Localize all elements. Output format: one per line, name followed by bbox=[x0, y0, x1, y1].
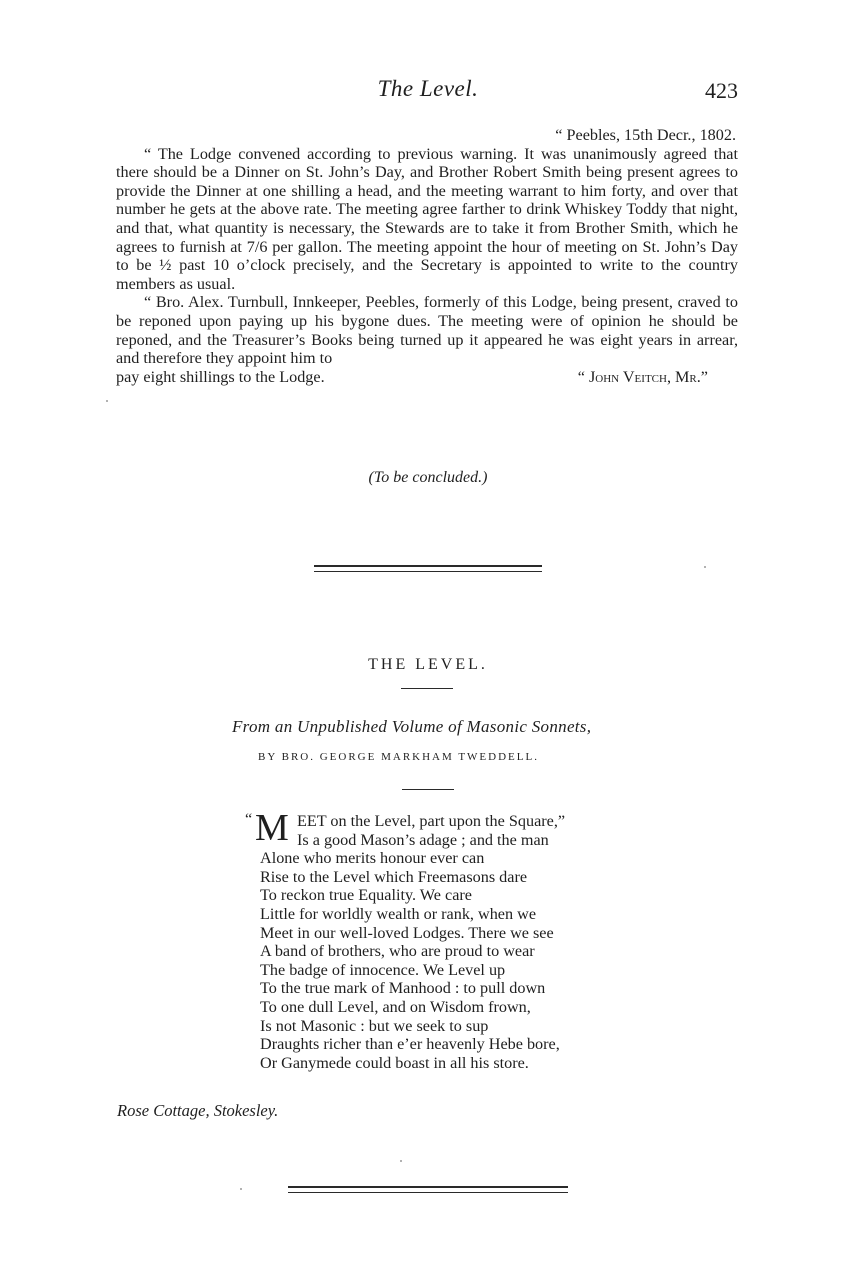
paper-speck bbox=[106, 400, 108, 402]
poem-title: THE LEVEL. bbox=[368, 656, 488, 673]
running-head bbox=[0, 76, 856, 108]
poem-line: The badge of innocence. We Level up bbox=[260, 960, 506, 979]
section-divider bbox=[314, 565, 542, 572]
poem-line: Rise to the Level which Freemasons dare bbox=[260, 867, 528, 886]
continuation-note: (To be concluded.) bbox=[368, 469, 488, 486]
author-rule bbox=[402, 789, 454, 790]
letter-closing-line bbox=[116, 368, 738, 387]
page-number: 423 bbox=[705, 78, 738, 103]
letter-paragraph-turnbull: “ Bro. Alex. Turnbull, Innkeeper, Peebles, formerly of this Lodge, being present, craved to be reponed upon paying up his bygone dues. The meeting were of opinion he should be reponed, and the Treasurer’s Books being turned up it appeared he was eight years in arrear, and therefore they appoint him to bbox=[116, 293, 738, 368]
letter-last-line: pay eight shillings to the Lodge. bbox=[116, 367, 325, 386]
poem-author: BY BRO. GEORGE MARKHAM TWEDDELL. bbox=[258, 751, 539, 763]
poem-line: Meet in our well-loved Lodges. There we see bbox=[260, 923, 554, 942]
poem-signoff: Rose Cottage, Stokesley. bbox=[117, 1101, 279, 1120]
poem-line: Is a good Mason’s adage ; and the man bbox=[297, 830, 549, 849]
open-quote: “ bbox=[245, 810, 253, 828]
title-rule bbox=[401, 688, 453, 689]
poem-line: A band of brothers, who are proud to wear bbox=[260, 942, 535, 961]
poem-line: Little for worldly wealth or rank, when we bbox=[260, 904, 537, 923]
letter-signature: “ John Veitch, Mr.” bbox=[577, 367, 708, 386]
end-divider bbox=[288, 1186, 568, 1193]
poem-line: Is not Masonic : but we seek to sup bbox=[260, 1016, 489, 1035]
poem-line: Or Ganymede could boast in all his store. bbox=[260, 1053, 529, 1072]
poem-source: From an Unpublished Volume of Masonic Sonnets, bbox=[232, 717, 592, 736]
drop-cap: M bbox=[255, 807, 289, 849]
poem-line: To reckon true Equality. We care bbox=[260, 886, 472, 905]
letter-dateline: “ Peebles, 15th Decr., 1802. bbox=[555, 126, 736, 144]
poem-line: Draughts richer than e’er heavenly Hebe bore, bbox=[260, 1035, 560, 1054]
poem-line: To the true mark of Manhood : to pull down bbox=[260, 979, 546, 998]
paper-speck bbox=[240, 1188, 242, 1190]
poem-line-1-text: EET on the Level, part upon the Square,” bbox=[297, 812, 566, 830]
letter-extract bbox=[116, 126, 738, 386]
paper-speck bbox=[704, 566, 706, 568]
running-title: The Level. bbox=[377, 76, 479, 101]
sonnet bbox=[245, 807, 675, 1072]
paper-speck bbox=[400, 1160, 402, 1162]
poem-line: To one dull Level, and on Wisdom frown, bbox=[260, 997, 531, 1016]
letter-paragraph-dinner: “ The Lodge convened according to previous warning. It was unanimously agreed that there should be a Dinner on St. John’s Day, and Brother Robert Smith being present agrees to provide the Dinner at one shilling a head, and the meeting warrant to him forty, and over that number he gets at the above rate. The meeting agree farther to drink Whiskey Toddy that night, and that, what quantity is necessary, the Stewards are to take it from Brother Smith, which he agrees to furnish at 7/6 per gallon. The meeting appoint the hour of meeting on St. John’s Day to be ½ past 10 o’clock precisely, and the Secretary is appointed to write to the country members as usual. bbox=[116, 144, 738, 293]
poem-line: Alone who merits honour ever can bbox=[260, 849, 485, 868]
